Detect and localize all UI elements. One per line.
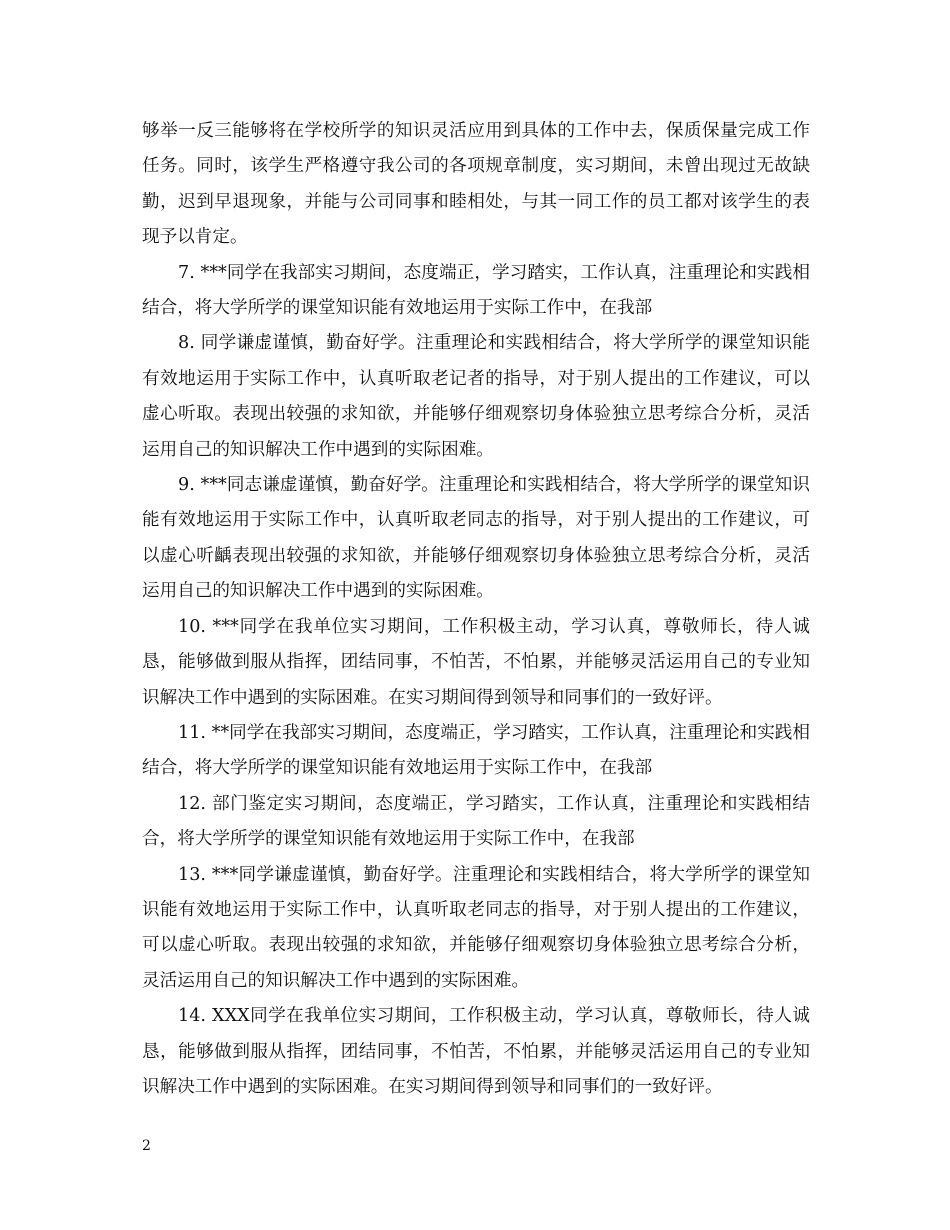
paragraph-item-9: 9. ***同志谦虚谨慎，勤奋好学。注重理论和实践相结合，将大学所学的课堂知识能有效地运用于实际工作中，认真听取老同志的指导，对于别人提出的工作建议，可以虚心听齲表现出较强的求知欲，并能够仔细观察切身体验独立思考综合分析，灵活运用自己的知识解决工作中遇到的实际困难。	[142, 475, 810, 602]
page-number: 2	[142, 1138, 151, 1154]
paragraph-item-12: 12. 部门鉴定实习期间，态度端正，学习踏实，工作认真，注重理论和实践相结合，将大学所学的课堂知识能有效地运用于实际工作中，在我部	[142, 793, 810, 850]
paragraph-item-13: 13. ***同学谦虚谨慎，勤奋好学。注重理论和实践相结合，将大学所学的课堂知识能有效地运用于实际工作中，认真听取老同志的指导，对于别人提出的工作建议，可以虚心听取。表现出较强的求知欲，并能够仔细观察切身体验独立思考综合分析，灵活运用自己的知识解决工作中遇到的实际困难。	[142, 864, 810, 991]
paragraph-item-8: 8. 同学谦虚谨慎，勤奋好学。注重理论和实践相结合，将大学所学的课堂知识能有效地运用于实际工作中，认真听取老记者的指导，对于别人提出的工作建议，可以虚心听取。表现出较强的求知欲，并能够仔细观察切身体验独立思考综合分析，灵活运用自己的知识解决工作中遇到的实际困难。	[142, 333, 810, 460]
paragraph-item-10: 10. ***同学在我单位实习期间，工作积极主动，学习认真，尊敬师长，待人诚恳，能够做到服从指挥，团结同事，不怕苦，不怕累，并能够灵活运用自己的专业知识解决工作中遇到的实际困难。在实习期间得到领导和同事们的一致好评。	[142, 616, 810, 708]
paragraph-item-11: 11. **同学在我部实习期间，态度端正，学习踏实，工作认真，注重理论和实践相结合，将大学所学的课堂知识能有效地运用于实际工作中，在我部	[142, 722, 810, 779]
document-body	[142, 114, 810, 1105]
paragraph-item-7: 7. ***同学在我部实习期间，态度端正，学习踏实，工作认真，注重理论和实践相结合，将大学所学的课堂知识能有效地运用于实际工作中，在我部	[142, 262, 810, 319]
paragraph-continuation: 够举一反三能够将在学校所学的知识灵活应用到具体的工作中去，保质保量完成工作任务。同时，该学生严格遵守我公司的各项规章制度，实习期间，未曾出现过无故缺勤，迟到早退现象，并能与公司同事和睦相处，与其一同工作的员工都对该学生的表现予以肯定。	[142, 121, 810, 248]
paragraph-item-14: 14. XXX同学在我单位实习期间，工作积极主动，学习认真，尊敬师长，待人诚恳，能够做到服从指挥，团结同事，不怕苦，不怕累，并能够灵活运用自己的专业知识解决工作中遇到的实际困难。在实习期间得到领导和同事们的一致好评。	[142, 1006, 810, 1097]
